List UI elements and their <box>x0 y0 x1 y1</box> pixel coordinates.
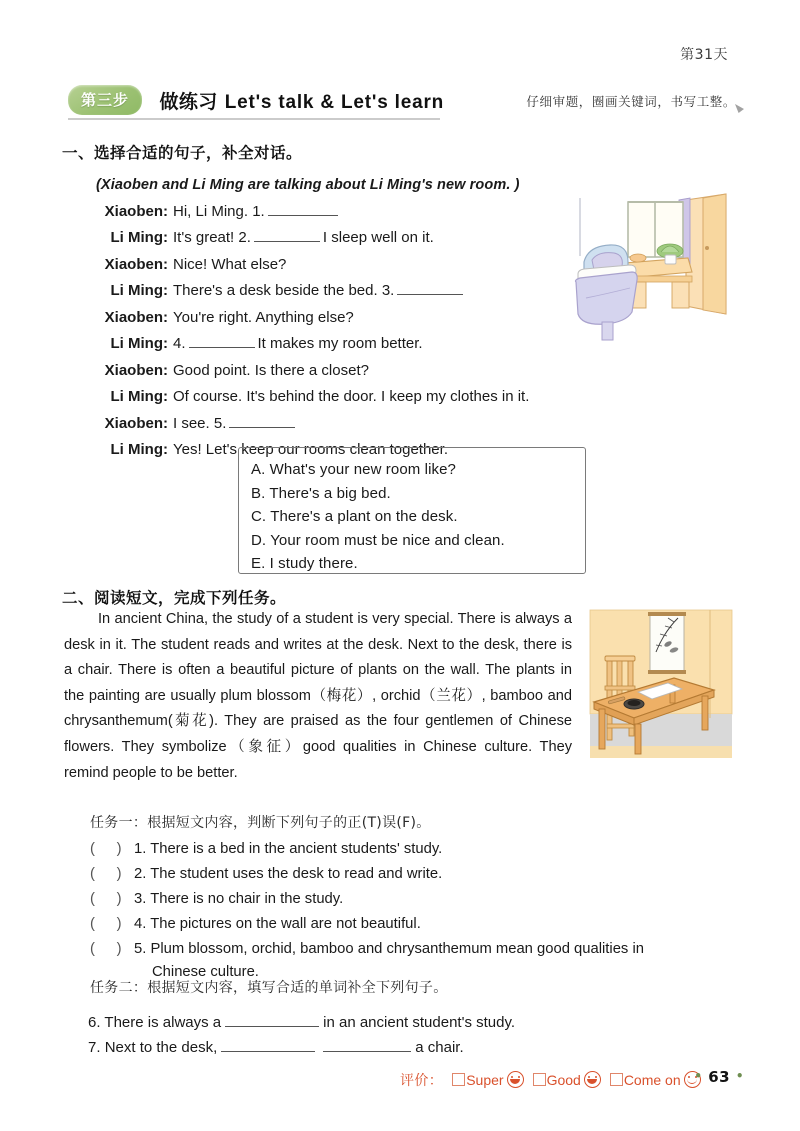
page-dot-right: • <box>735 1069 744 1083</box>
speaker-label: Xiaoben: <box>104 308 168 326</box>
page-dot-left: • <box>694 1069 703 1083</box>
fill-text-before: Next to the desk, <box>104 1039 218 1056</box>
speaker-label: Li Ming: <box>110 388 168 405</box>
speaker-label: Li Ming: <box>110 335 168 352</box>
dialogue-text: Nice! What else? <box>173 255 287 273</box>
page-number-value: 63 <box>708 1068 731 1086</box>
day-label: 第31天 <box>680 47 728 63</box>
bedroom-illustration-svg <box>566 188 742 356</box>
answer-blank-2[interactable] <box>254 226 320 242</box>
evaluation-option-label: Super <box>466 1072 504 1088</box>
tf-answer-blank-5[interactable]: ( ) <box>90 941 122 957</box>
study-illustration <box>588 606 734 762</box>
tf-answer-blank-4[interactable]: ( ) <box>90 916 122 932</box>
tf-item <box>90 863 750 885</box>
evaluation-option-good[interactable] <box>533 1071 601 1088</box>
tf-number: 4. <box>134 916 147 932</box>
options-box <box>238 447 586 574</box>
speaker-label: Xiaoben: <box>104 414 168 432</box>
tf-text: Plum blossom, orchid, bamboo and chrysanthemum mean good qualities in <box>150 941 644 957</box>
dialogue-text: You're right. Anything else? <box>173 308 354 326</box>
page-title <box>159 87 444 114</box>
dialogue-text: Yes! Let's keep our rooms clean together. <box>173 441 448 458</box>
tf-text: There is no chair in the study. <box>150 891 344 907</box>
dialogue-intro: (Xiaoben and Li Ming are talking about Li Ming's new room. ) <box>96 177 520 193</box>
page-number <box>694 1068 744 1086</box>
evaluation-bar <box>400 1070 701 1090</box>
answer-blank-5[interactable] <box>229 412 295 428</box>
evaluation-option-comeon[interactable] <box>610 1071 701 1088</box>
fill-text-after: a chair. <box>415 1039 464 1056</box>
speaker-label: Xiaoben: <box>104 202 168 220</box>
dialogue-line <box>96 278 556 305</box>
checkbox-come-on[interactable] <box>610 1073 623 1086</box>
answer-blank-1[interactable] <box>268 200 338 216</box>
speaker-label: Li Ming: <box>110 282 168 299</box>
fill-item <box>88 1011 515 1034</box>
fill-number: 6. <box>88 1014 101 1031</box>
dialogue-text: Good point. Is there a closet? <box>173 361 369 379</box>
dialogue-text-after: It makes my room better. <box>257 335 423 352</box>
fill-text-after: in an ancient student's study. <box>323 1014 516 1031</box>
option-a[interactable]: A. What's your new room like? <box>251 461 457 478</box>
tf-item <box>90 888 750 910</box>
passage-text: In ancient China, the study of a student is very special. There is always a desk in it. The student reads and writes at the desk. Next to the desk, there is a chair. There is often a beautiful picture of plants on the wall. The plants in the painting are usually plum blossom（梅花）, orchid（兰花）, bamboo and chrysanthemum(菊花). They are praised as the four gentlemen of Chinese flowers. They symbolize（象征）good qualities in Chinese culture. They remind people to be better. <box>64 611 572 781</box>
checkbox-super[interactable] <box>452 1073 465 1086</box>
tf-answer-blank-1[interactable]: ( ) <box>90 841 122 857</box>
dialogue-line <box>96 411 556 438</box>
dialogue-text: There's a desk beside the bed. 3. <box>173 282 395 299</box>
study-illustration-svg <box>588 606 734 762</box>
dialogue-text: 4. <box>173 335 186 352</box>
section-2-heading: 二、阅读短文，完成下列任务。 <box>62 589 287 607</box>
tf-number: 3. <box>134 891 147 907</box>
dialogue-text: It's great! 2. <box>173 229 251 246</box>
tf-number: 5. <box>134 941 147 957</box>
header-divider <box>68 118 440 120</box>
evaluation-label: 评价： <box>400 1073 444 1089</box>
tf-text: The student uses the desk to read and write. <box>150 866 443 882</box>
speaker-label: Li Ming: <box>110 229 168 246</box>
tf-text-continued: Chinese culture. <box>152 964 259 980</box>
header-title-cn: 做练习 <box>159 90 218 113</box>
dialogue-line <box>96 384 556 411</box>
tf-number: 2. <box>134 866 147 882</box>
dialogue-line <box>96 305 556 332</box>
dialogue-block <box>96 172 556 464</box>
step-badge: 第三步 <box>68 85 142 115</box>
checkbox-good[interactable] <box>533 1073 546 1086</box>
dialogue-text: Of course. It's behind the door. I keep my clothes in it. <box>173 388 530 405</box>
dialogue-line <box>96 225 556 252</box>
fill-blank-6[interactable] <box>225 1011 319 1027</box>
task-1-label: 任务一：根据短文内容，判断下列句子的正(T)误(F)。 <box>90 815 431 831</box>
task-2-label: 任务二：根据短文内容，填写合适的单词补全下列句子。 <box>90 980 448 996</box>
evaluation-option-super[interactable] <box>452 1071 523 1088</box>
speaker-label: Xiaoben: <box>104 361 168 379</box>
section-1-heading: 一、选择合适的句子，补全对话。 <box>62 144 303 162</box>
bedroom-illustration <box>566 188 742 356</box>
tf-item <box>90 913 750 935</box>
fill-blank-7a[interactable] <box>221 1036 315 1052</box>
tf-text: There is a bed in the ancient students' study. <box>150 841 443 857</box>
tf-number: 1. <box>134 841 147 857</box>
fill-text-before: There is always a <box>104 1014 222 1031</box>
section-header <box>68 85 740 119</box>
dialogue-text: I see. 5. <box>173 414 227 432</box>
option-d[interactable]: D. Your room must be nice and clean. <box>251 531 505 549</box>
speaker-label: Li Ming: <box>110 441 168 458</box>
speaker-label: Xiaoben: <box>104 255 168 273</box>
header-title-en: Let's talk & Let's learn <box>224 91 445 113</box>
option-c[interactable]: C. There's a plant on the desk. <box>251 508 458 525</box>
dialogue-line <box>96 252 556 279</box>
header-note: 仔细审题，圈画关键词，书写工整。 <box>526 94 736 109</box>
evaluation-option-label: Good <box>546 1072 581 1088</box>
dialogue-line <box>96 199 556 226</box>
tf-answer-blank-3[interactable]: ( ) <box>90 891 122 907</box>
option-b[interactable]: B. There's a big bed. <box>251 484 391 502</box>
reading-passage <box>64 607 572 786</box>
fill-blank-7b[interactable] <box>323 1036 411 1052</box>
tf-answer-blank-2[interactable]: ( ) <box>90 866 122 882</box>
answer-blank-3[interactable] <box>397 279 463 295</box>
dialogue-text: Hi, Li Ming. 1. <box>173 202 265 220</box>
dialogue-line <box>96 358 556 385</box>
fill-number: 7. <box>88 1039 101 1056</box>
smile-face-icon <box>584 1071 601 1088</box>
dialogue-text-after: I sleep well on it. <box>322 229 434 246</box>
tf-text: The pictures on the wall are not beautiful. <box>150 916 421 932</box>
dialogue-line <box>96 331 556 358</box>
option-e[interactable]: E. I study there. <box>251 555 358 572</box>
tf-item <box>90 838 750 860</box>
answer-blank-4[interactable] <box>189 332 255 348</box>
evaluation-option-label: Come on <box>623 1072 681 1088</box>
fill-item <box>88 1036 464 1059</box>
grin-face-icon <box>507 1071 524 1088</box>
